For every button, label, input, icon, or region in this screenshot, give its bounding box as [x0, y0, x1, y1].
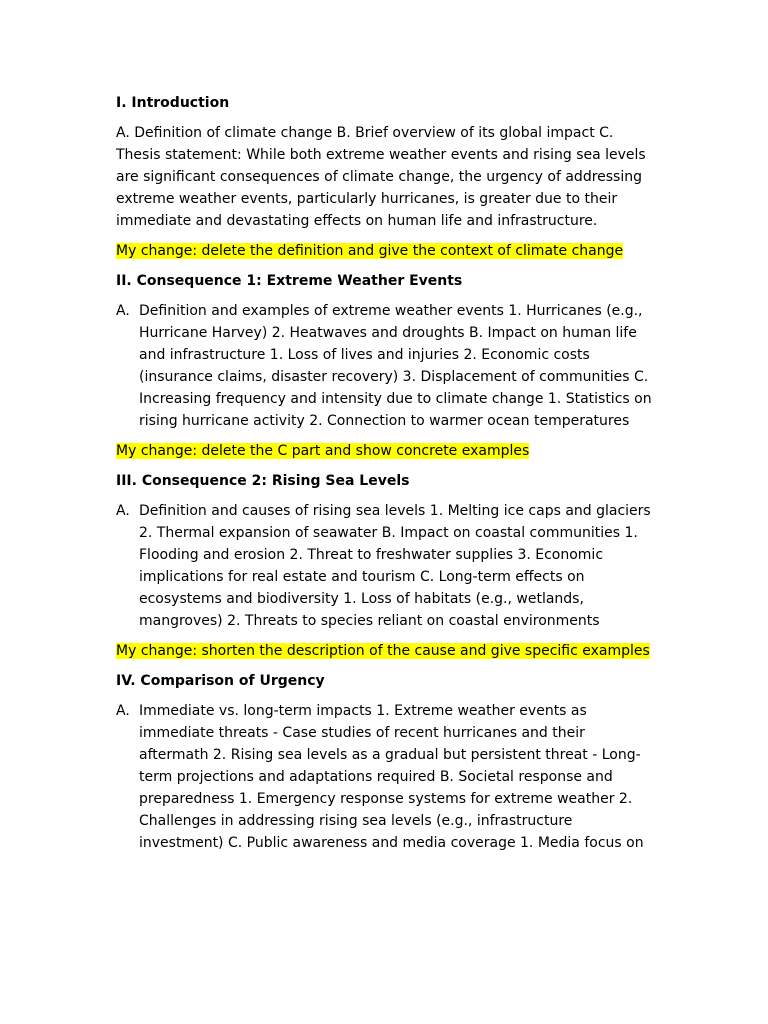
- highlighted-comment: My change: delete the C part and show concrete examples: [116, 443, 530, 459]
- highlighted-comment: My change: shorten the description of the cause and give specific examples: [116, 643, 650, 659]
- list-marker: A.: [116, 703, 130, 719]
- list-item: [116, 300, 656, 432]
- sea-levels-body: Definition and causes of rising sea levels 1. Melting ice caps and glaciers 2. Thermal expansion of seawater B. Impact on coastal communities 1. Flooding and erosion 2. Threat to freshwater supplies 3. Economic implications for real estate and tourism C. Long-term effects on ecosystems and biodiversity 1. Loss of habitats (e.g., wetlands, mangroves) 2. Threats to species reliant on coastal environments: [139, 503, 651, 629]
- section-heading-sea-levels: III. Consequence 2: Rising Sea Levels: [116, 473, 410, 489]
- document-page: [116, 92, 656, 862]
- sea-levels-change-note: [116, 640, 656, 662]
- extreme-weather-body: Definition and examples of extreme weather events 1. Hurricanes (e.g., Hurricane Harvey) 2. Heatwaves and droughts B. Impact on human life and infrastructure 1. Loss of lives and injuries 2. Economic costs (insurance claims, disaster recovery) 3. Displacement of communities C. Increasing frequency and intensity due to climate change 1. Statistics on rising hurricane activity 2. Connection to warmer ocean temperatures: [139, 303, 652, 429]
- introduction-body: A. Definition of climate change B. Brief overview of its global impact C. Thesis statement: While both extreme weather events and rising sea levels are significant consequences of climate change, the urgency of addressing extreme weather events, particularly hurricanes, is greater due to their immediate and devastating effects on human life and infrastructure.: [116, 125, 646, 229]
- list-item: [116, 500, 656, 632]
- extreme-weather-change-note: [116, 440, 656, 462]
- section-heading-comparison: IV. Comparison of Urgency: [116, 673, 325, 689]
- list-item: [116, 700, 656, 854]
- introduction-change-note: [116, 240, 656, 262]
- list-marker: A.: [116, 303, 130, 319]
- highlighted-comment: My change: delete the definition and give the context of climate change: [116, 243, 624, 259]
- comparison-body: Immediate vs. long-term impacts 1. Extreme weather events as immediate threats - Case studies of recent hurricanes and their aftermath 2. Rising sea levels as a gradual but persistent threat - Long-term projections and adaptations required B. Societal response and preparedness 1. Emergency response systems for extreme weather 2. Challenges in addressing rising sea levels (e.g., infrastructure investment) C. Public awareness and media coverage 1. Media focus on: [139, 703, 644, 851]
- section-heading-introduction: I. Introduction: [116, 95, 230, 111]
- list-marker: A.: [116, 503, 130, 519]
- section-heading-extreme-weather: II. Consequence 1: Extreme Weather Events: [116, 273, 463, 289]
